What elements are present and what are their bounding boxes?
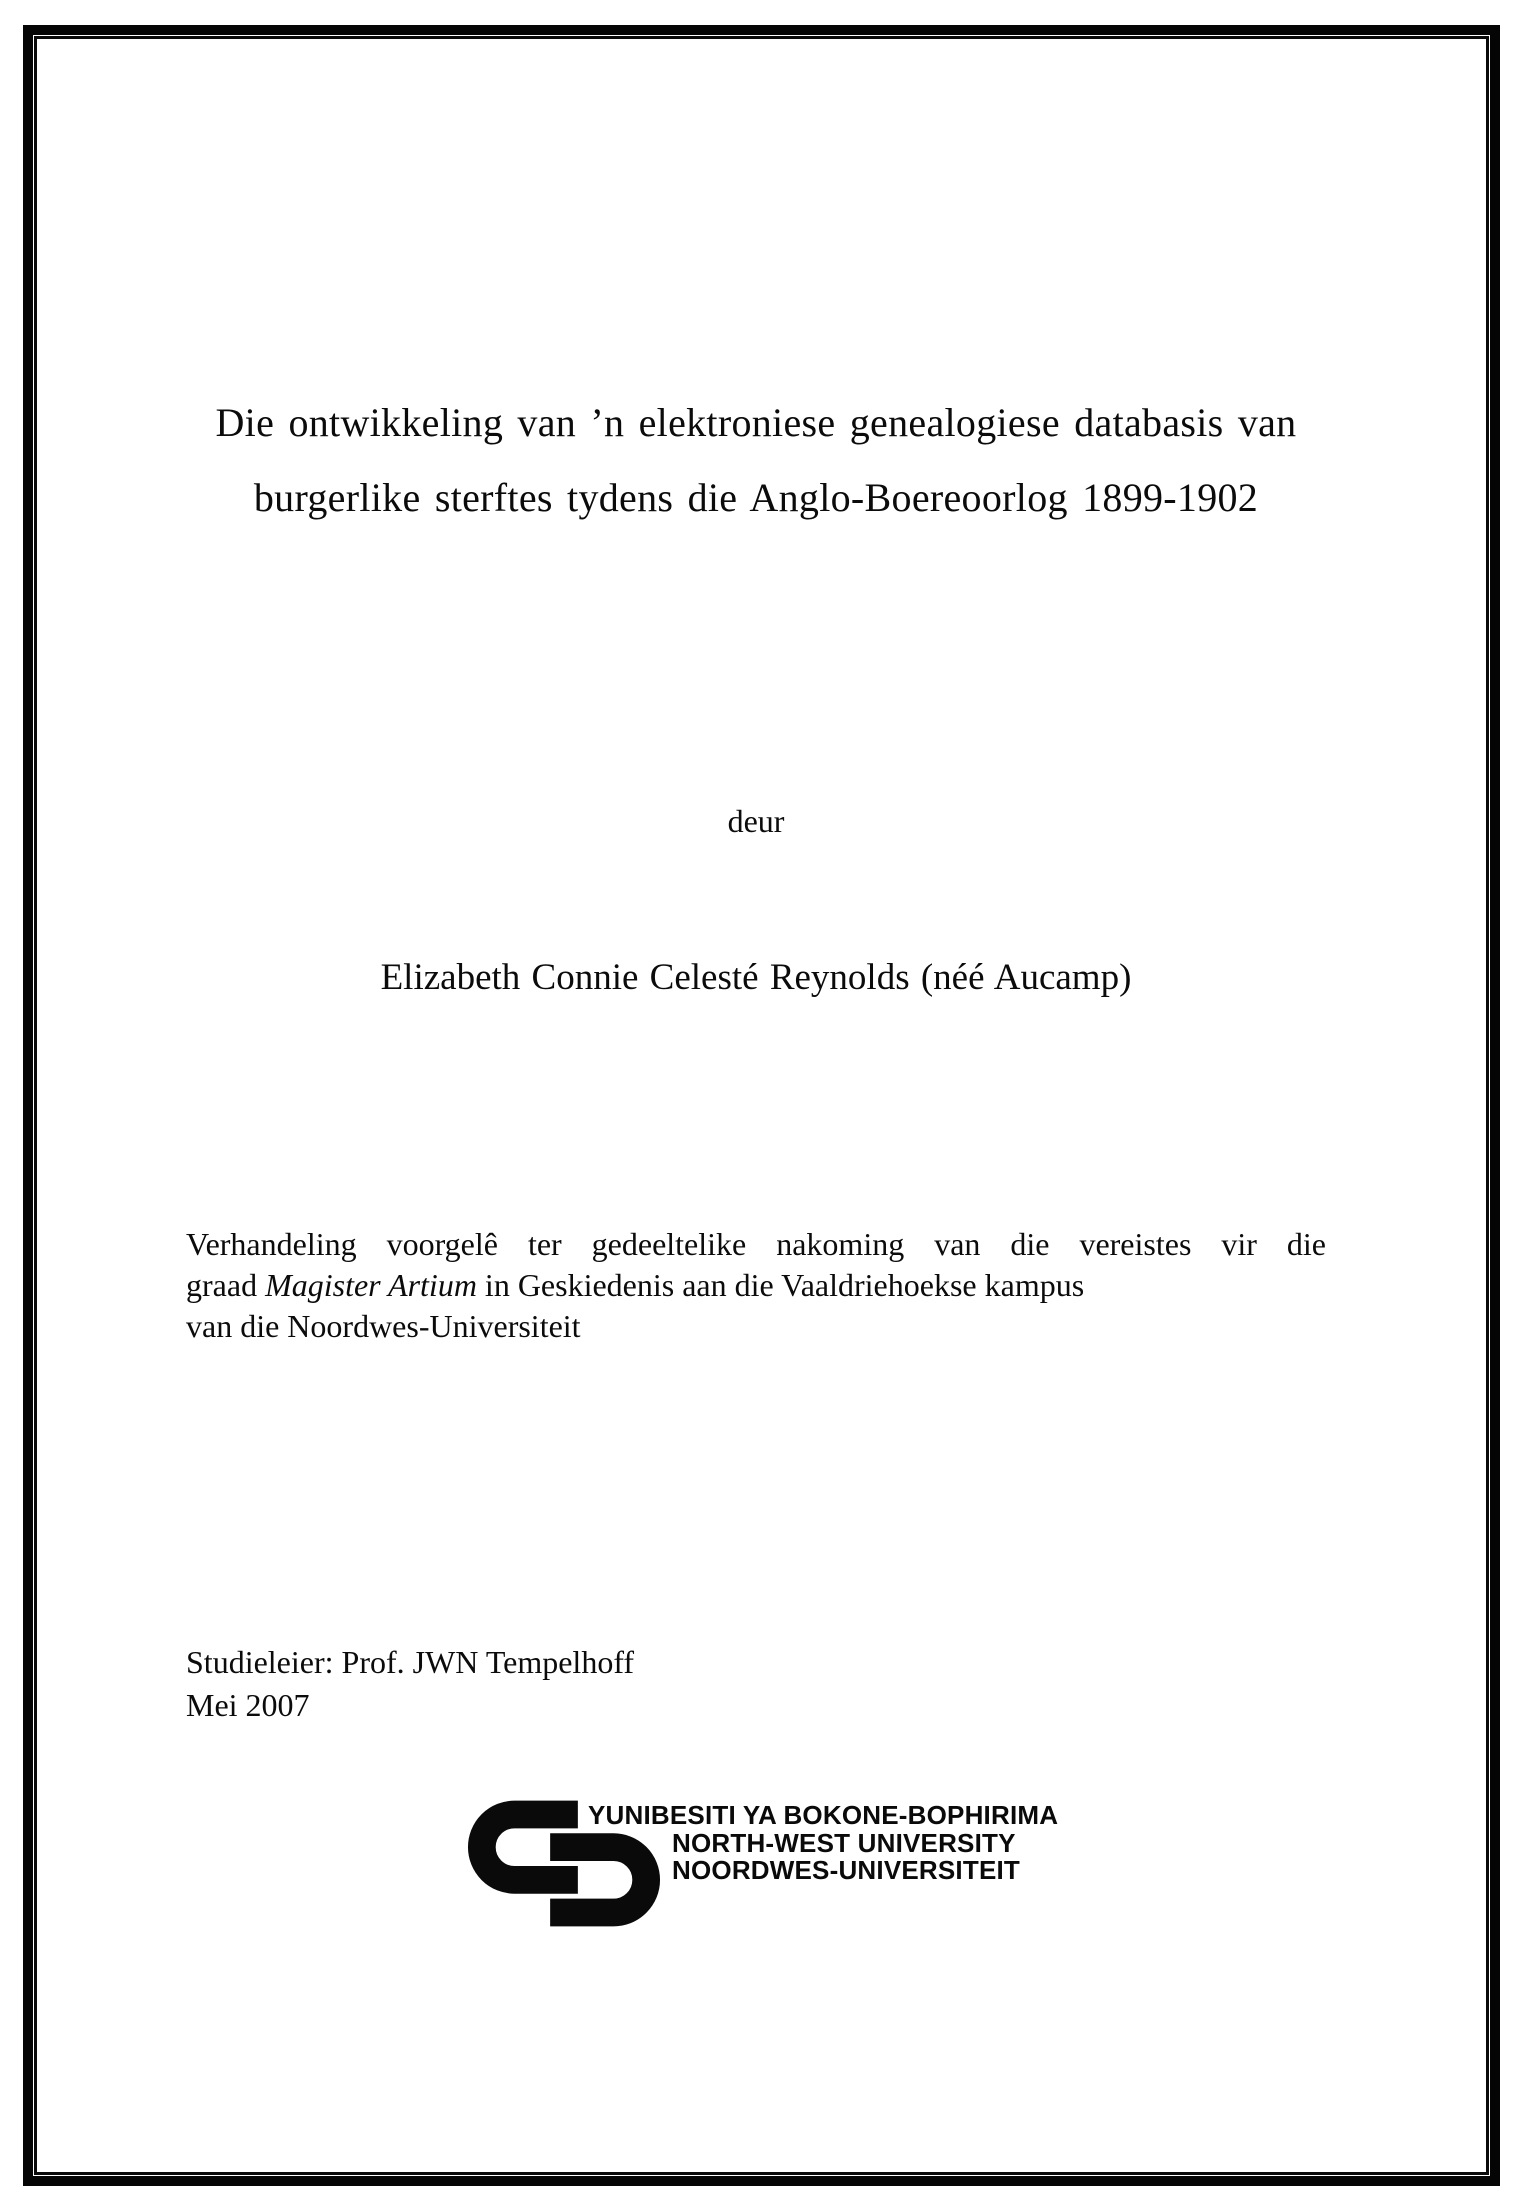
date-line: Mei 2007: [186, 1687, 310, 1723]
logo-text-afrikaans: NOORDWES-UNIVERSITEIT: [672, 1855, 1020, 1885]
degree-statement-line-2: [186, 1265, 1326, 1306]
logo-text-english: NORTH-WEST UNIVERSITY: [672, 1828, 1016, 1858]
thesis-title-line-1: Die ontwikkeling van ’n elektroniese genealogiese databasis van: [215, 400, 1297, 445]
author-name: Elizabeth Connie Celesté Reynolds (néé Aucamp): [380, 957, 1132, 998]
degree-statement-line-3: van die Noordwes-Universiteit: [186, 1308, 581, 1344]
degree-statement-line-1: Verhandeling voorgelê ter gedeeltelike nakoming van die vereistes vir die: [186, 1226, 1326, 1262]
thesis-title-line-2: burgerlike sterftes tydens die Anglo-Boereoorlog 1899-1902: [253, 475, 1259, 520]
logo-text-setswana: YUNIBESITI YA BOKONE-BOPHIRIMA: [588, 1800, 1059, 1830]
degree-name-italic: Magister Artium: [265, 1267, 477, 1303]
supervisor-block: [186, 1641, 1086, 1727]
degree-statement-line-2-post: in Geskiedenis aan die Vaaldriehoekse kampus: [476, 1267, 1085, 1303]
degree-statement-line-2-pre: graad: [186, 1267, 266, 1303]
byline: deur: [727, 803, 785, 839]
supervisor-line: Studieleier: Prof. JWN Tempelhoff: [186, 1644, 635, 1680]
degree-statement: [186, 1224, 1326, 1347]
